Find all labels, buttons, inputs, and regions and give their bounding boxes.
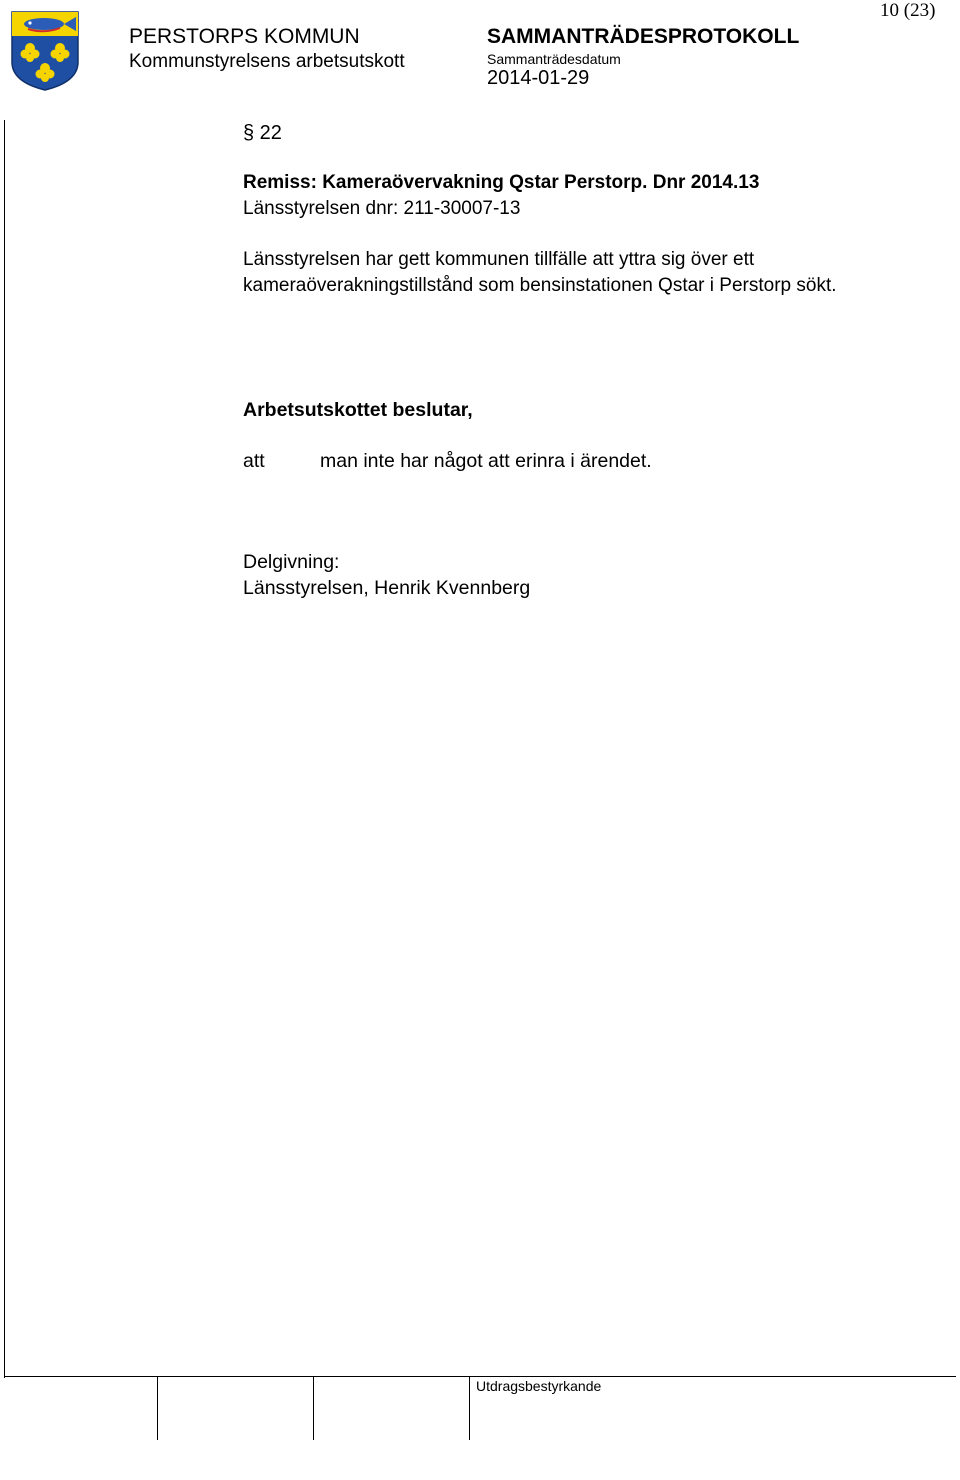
meeting-date-label: Sammanträdesdatum: [487, 51, 621, 67]
case-reference: Länsstyrelsen dnr: 211-30007-13: [243, 198, 521, 219]
decision-text: man inte har något att erinra i ärendet.: [320, 450, 652, 472]
case-title: Remiss: Kameraövervakning Qstar Perstorp. Dnr 2014.13: [243, 172, 760, 193]
committee-name: Kommunstyrelsens arbetsutskott: [129, 51, 405, 72]
left-margin-rule: [4, 120, 5, 1378]
distribution-recipients: Länsstyrelsen, Henrik Kvennberg: [243, 577, 531, 599]
footer-rule: [4, 1376, 956, 1377]
case-description: Länsstyrelsen har gett kommunen tillfälle att yttra sig över ett kameraöverakningstillstånd som bensinstationen Qstar i Perstorp sökt.: [243, 249, 837, 296]
distribution-label: Delgivning:: [243, 551, 340, 573]
signature-box-divider: [157, 1376, 158, 1440]
meeting-date-value: 2014-01-29: [487, 67, 590, 89]
municipal-coat-of-arms-icon: [10, 10, 80, 92]
signature-box-divider: [313, 1376, 314, 1440]
extract-certification-label: Utdragsbestyrkande: [476, 1378, 602, 1394]
decision-heading: Arbetsutskottet beslutar,: [243, 399, 473, 421]
decision-att-keyword: att: [243, 450, 265, 472]
signature-box-divider: [469, 1376, 470, 1440]
organization-name: PERSTORPS KOMMUN: [129, 25, 360, 48]
section-number: § 22: [243, 122, 282, 144]
page-number: 10 (23): [880, 0, 936, 21]
protocol-title: SAMMANTRÄDESPROTOKOLL: [487, 25, 800, 48]
